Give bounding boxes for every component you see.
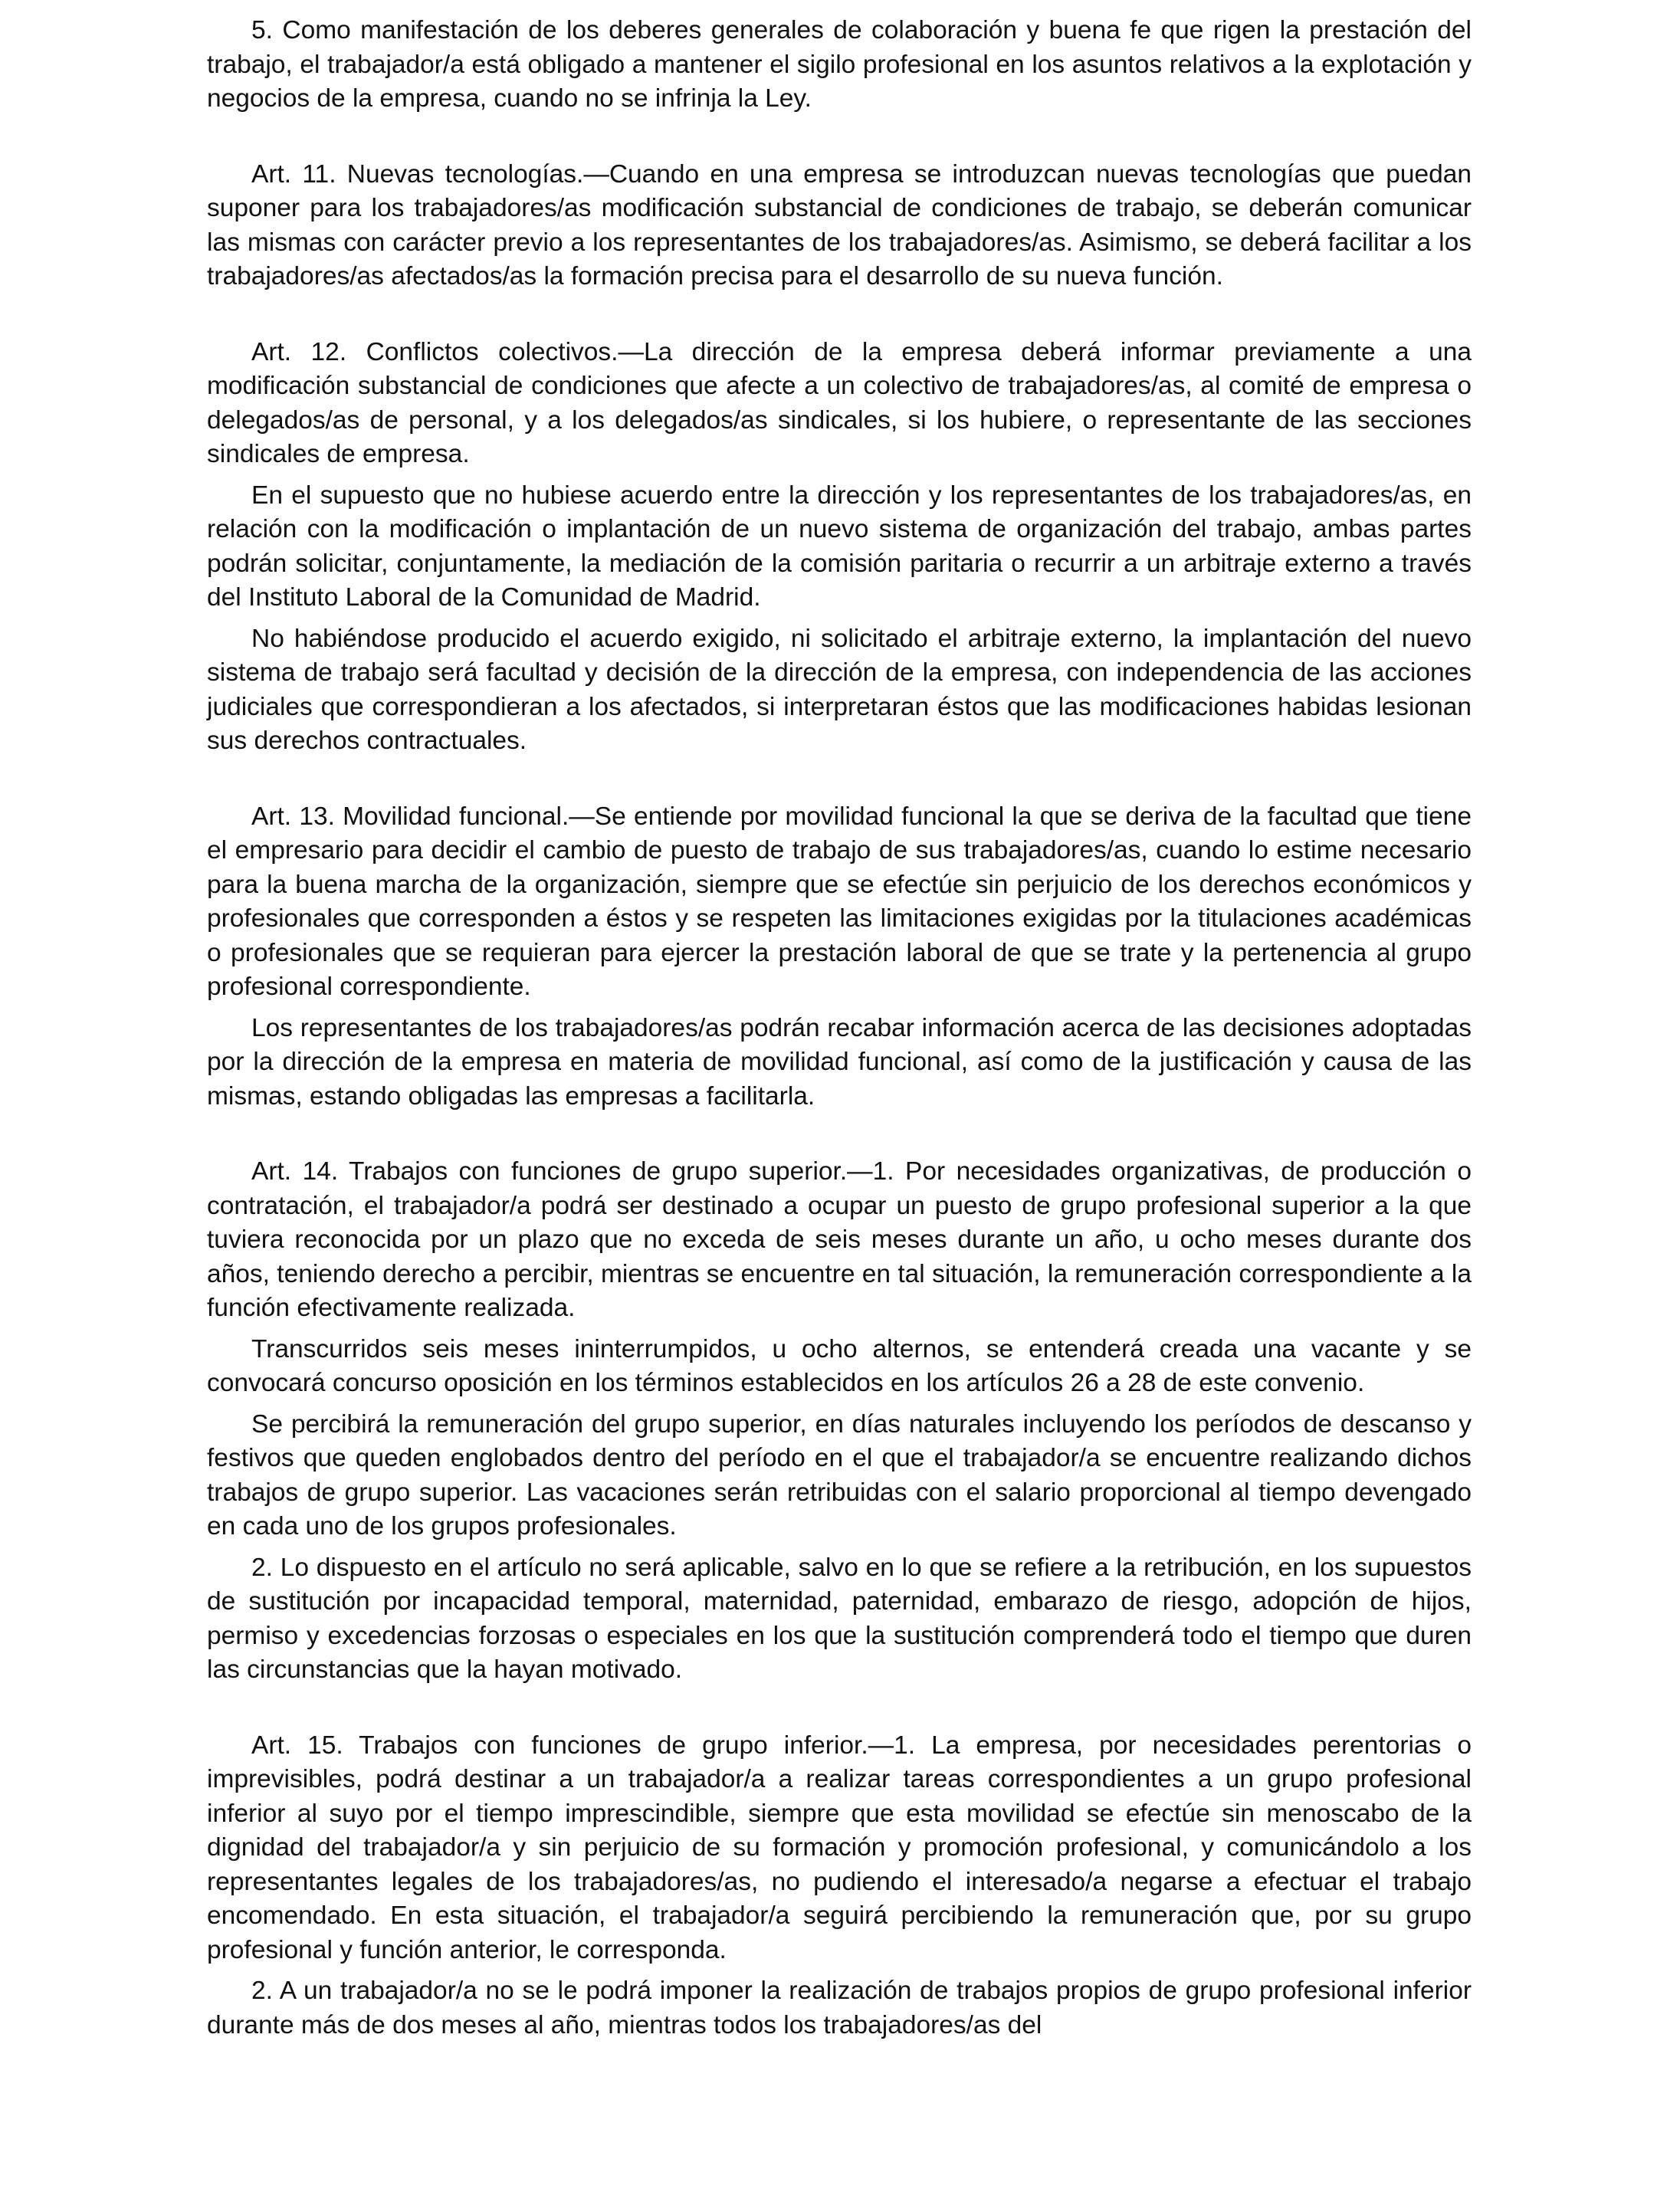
article-13-movilidad-funcional [207, 800, 1472, 1114]
paragraph: En el supuesto que no hubiese acuerdo entre la dirección y los representantes de los trabajadores/as, en relación con la modificación o implantación de un nuevo sistema de organización del trabajo, ambas partes podrán solicitar, conjuntamente, la mediación de la comisión paritaria o recurrir a un arbitraje externo a través del Instituto Laboral de la Comunidad de Madrid. [207, 481, 1472, 612]
article-12-conflictos-colectivos [207, 336, 1472, 759]
paragraph: Transcurridos seis meses ininterrumpidos, u ocho alternos, se entenderá creada una vacante y se convocará concurso oposición en los términos establecidos en los artículos 26 a 28 de este convenio. [207, 1334, 1472, 1397]
paragraph: Art. 13. Movilidad funcional.—Se entiende por movilidad funcional la que se deriva de la facultad que tiene el empresario para decidir el cambio de puesto de trabajo de sus trabajadores/as, cuando lo estime necesario para la buena marcha de la organización, siempre que se efectúe sin perjuicio de los derechos económicos y profesionales que corresponden a éstos y se respeten las limitaciones exigidas por la titulaciones académicas o profesionales que se requieran para ejercer la prestación laboral de que se trate y la pertenencia al grupo profesional correspondiente. [207, 802, 1472, 1001]
paragraph: Se percibirá la remuneración del grupo superior, en días naturales incluyendo los períodos de descanso y festivos que queden englobados dentro del período en el que el trabajador/a se encuentre realizando dichos trabajos de grupo superior. Las vacaciones serán retribuidas con el salario proporcional al tiempo devengado en cada uno de los grupos profesionales. [207, 1409, 1472, 1540]
paragraph: Art. 15. Trabajos con funciones de grupo inferior.—1. La empresa, por necesidades perentorias o imprevisibles, podrá destinar a un trabajador/a a realizar tareas correspondientes a un grupo profesional inferior al suyo por el tiempo imprescindible, siempre que esta movilidad se efectúe sin menoscabo de la dignidad del trabajador/a y sin perjuicio de su formación y promoción profesional, y comunicándolo a los representantes legales de los trabajadores/as, no pudiendo el interesado/a negarse a efectuar el trabajo encomendado. En esta situación, el trabajador/a seguirá percibiendo la remuneración que, por su grupo profesional y función anterior, le corresponda. [207, 1731, 1472, 1964]
article-14-grupo-superior [207, 1155, 1472, 1688]
paragraph: 2. A un trabajador/a no se le podrá imponer la realización de trabajos propios de grupo profesional inferior durante más de dos meses al año, mientras todos los trabajadores/as del [207, 1977, 1472, 2039]
document-page [207, 14, 1472, 2042]
paragraph: Art. 14. Trabajos con funciones de grupo superior.—1. Por necesidades organizativas, de producción o contratación, el trabajador/a podrá ser destinado a ocupar un puesto de grupo profesional superior a la que tuviera reconocida por un plazo que no exceda de seis meses durante un año, u ocho meses durante dos años, teniendo derecho a percibir, mientras se encuentre en tal situación, la remuneración correspondiente a la función efectivamente realizada. [207, 1157, 1472, 1322]
article-11-nuevas-tecnologias [207, 158, 1472, 294]
paragraph: 5. Como manifestación de los deberes generales de colaboración y buena fe que rigen la prestación del trabajo, el trabajador/a está obligado a mantener el sigilo profesional en los asuntos relativos a la explotación y negocios de la empresa, cuando no se infrinja la Ley. [207, 16, 1472, 113]
paragraph: Art. 11. Nuevas tecnologías.—Cuando en una empresa se introduzcan nuevas tecnologías que puedan suponer para los trabajadores/as modificación substancial de condiciones de trabajo, se deberán comunicar las mismas con carácter previo a los representantes de los trabajadores/as. Asimismo, se deberá facilitar a los trabajadores/as afectados/as la formación precisa para el desarrollo de su nueva función. [207, 159, 1472, 290]
paragraph: 2. Lo dispuesto en el artículo no será aplicable, salvo en lo que se refiere a la retribución, en los supuestos de sustitución por incapacidad temporal, maternidad, paternidad, embarazo de riesgo, adopción de hijos, permiso y excedencias forzosas o especiales en los que la sustitución comprenderá todo el tiempo que duren las circunstancias que la hayan motivado. [207, 1553, 1472, 1684]
article-15-grupo-inferior [207, 1729, 1472, 2043]
paragraph: Los representantes de los trabajadores/as podrán recabar información acerca de las decisiones adoptadas por la dirección de la empresa en materia de movilidad funcional, así como de la justificación y causa de las mismas, estando obligadas las empresas a facilitarla. [207, 1013, 1472, 1111]
paragraph: No habiéndose producido el acuerdo exigido, ni solicitado el arbitraje externo, la implantación del nuevo sistema de trabajo será facultad y decisión de la dirección de la empresa, con independencia de las acciones judiciales que correspondieran a los afectados, si interpretaran éstos que las modificaciones habidas lesionan sus derechos contractuales. [207, 624, 1472, 755]
paragraph: Art. 12. Conflictos colectivos.—La dirección de la empresa deberá informar previamente a una modificación substancial de condiciones que afecte a un colectivo de trabajadores/as, al comité de empresa o delegados/as de personal, y a los delegados/as sindicales, si los hubiere, o representante de las secciones sindicales de empresa. [207, 337, 1472, 468]
article-sigilo-profesional [207, 14, 1472, 116]
